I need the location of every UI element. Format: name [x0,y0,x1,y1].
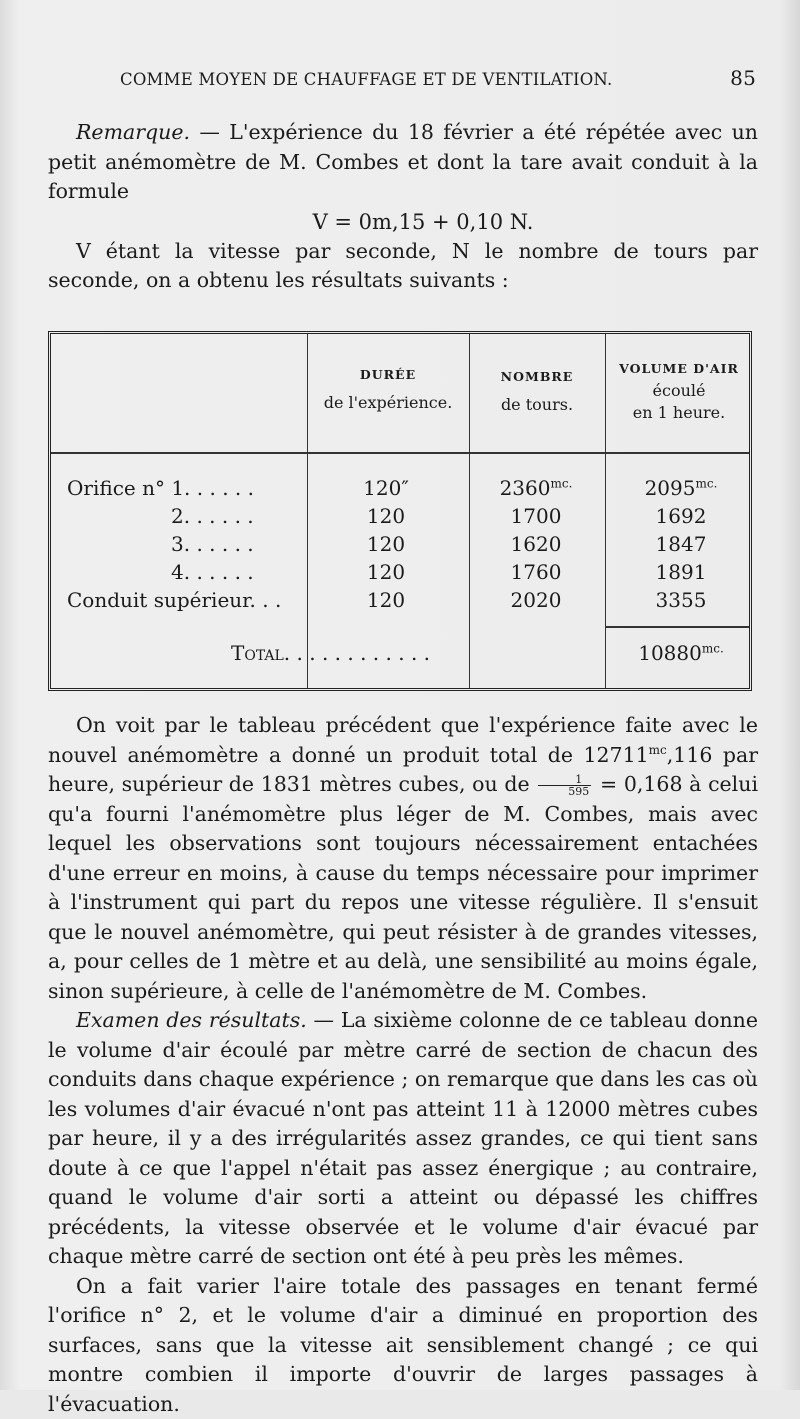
row-label: 2. . . . . . [171,502,411,530]
cell-volume: 1847 [611,530,751,558]
row-label: 3. . . . . . [171,530,411,558]
remark-paragraph [48,118,758,207]
cell-nombre: 1700 [471,502,601,530]
total-rule [605,626,749,628]
cell-nombre: $2360^{mc.}$ [471,474,601,502]
row-label: Conduit supérieur. . . [67,586,307,614]
cell-volume: 3355 [611,586,751,614]
cell-volume: 1692 [611,502,751,530]
results-table [48,331,752,691]
header-nombre: NOMBRE de tours. [471,366,603,416]
running-title: COMME MOYEN DE CHAUFFAGE ET DE VENTILATION. [120,70,612,89]
table-row [51,586,749,614]
cell-volume: $2095^{mc.}$ [611,474,751,502]
header-volume: VOLUME D'AIR écoulé en 1 heure. [607,358,751,424]
cell-volume: 1891 [611,558,751,586]
paragraph-examen: Examen des résultats. — La sixième colonne de ce tableau donne le volume d'air écoulé par mètre carré de section de chacun des conduits dans chaque expérience ; on remarque que dans les cas où les volumes d'air évacué n'ont pas atteint 11 à 12000 mètres cubes par heure, il y a des irrégularités assez grandes, ce qui tient sans doute à ce que l'appel n'était pas assez énergique ; au contraire, quand le volume d'air sorti a atteint ou dépassé les chiffres précédents, la vitesse observée et le volume d'air évacué par chaque mètre carré de section ont été à peu près les mêmes. [48,1006,758,1272]
paragraph-aire: On a fait varier l'aire totale des passages en tenant fermé l'orifice n° 2, et le volume d'air a diminué en proportion des surfaces, sans que la vitesse ait sensiblement changé ; ce qui montre combien il importe d'ouvrir de larges passages à l'évacuation. [48,1272,758,1419]
cell-duree: 120 [311,586,461,614]
cell-nombre: 2020 [471,586,601,614]
remark-label: Remarque. [76,120,190,144]
table-row [51,502,749,530]
total-label: Total. . . . . . . . . . . . [231,636,601,670]
table-row [51,558,749,586]
row-label: Orifice n° 1. . . . . . [67,474,307,502]
table-row [51,474,749,502]
cell-nombre: 1620 [471,530,601,558]
row-label: 4. . . . . . [171,558,411,586]
running-header [120,66,756,90]
body-text [48,711,758,1419]
cell-duree: 120 [311,530,461,558]
intro-block [48,118,758,296]
cell-nombre: 1760 [471,558,601,586]
formula: V = 0m,15 + 0,10 N. [48,207,758,237]
total-row [51,636,749,670]
paragraph-comparison: On voit par le tableau précédent que l'expérience faite avec le nouvel anémomètre a donné un produit total de $12711^{mc},116$ par heure, supérieur de 1831 mètres cubes, ou de $\frac{1}{595}$ = 0,168 à celui qu'a fourni l'anémomètre plus léger de M. Combes, mais avec lequel les observations sont toujours nécessairement entachées d'une erreur en moins, à cause du temps nécessaire pour imprimer à l'instrument qui part du repos une vitesse régulière. Il s'ensuit que le nouvel anémomètre, qui peut résister à de grandes vitesses, a, pour celles de 1 mètre et au delà, une sensibilité au moins égale, sinon supérieure, à celle de l'anémomètre de M. Combes. [48,711,758,1006]
cell-duree: 120″ [311,474,461,502]
header-duree: DURÉE de l'expérience. [309,364,467,414]
remark-text: — L'expérience du 18 février a été répétée avec un petit anémomètre de M. Combes et dont la tare avait conduit à la formule [48,120,758,203]
cell-duree: 120 [311,502,461,530]
cell-duree: 120 [311,558,461,586]
table-row [51,530,749,558]
results-intro: V étant la vitesse par seconde, N le nombre de tours par seconde, on a obtenu les résultats suivants : [48,237,758,296]
examen-label: Examen des résultats. [76,1008,307,1032]
page-number: 85 [730,66,756,90]
total-value: $10880^{mc.}$ [611,636,751,670]
header-rule [51,452,749,454]
fraction: $\frac{1}{595}$ [538,774,591,797]
